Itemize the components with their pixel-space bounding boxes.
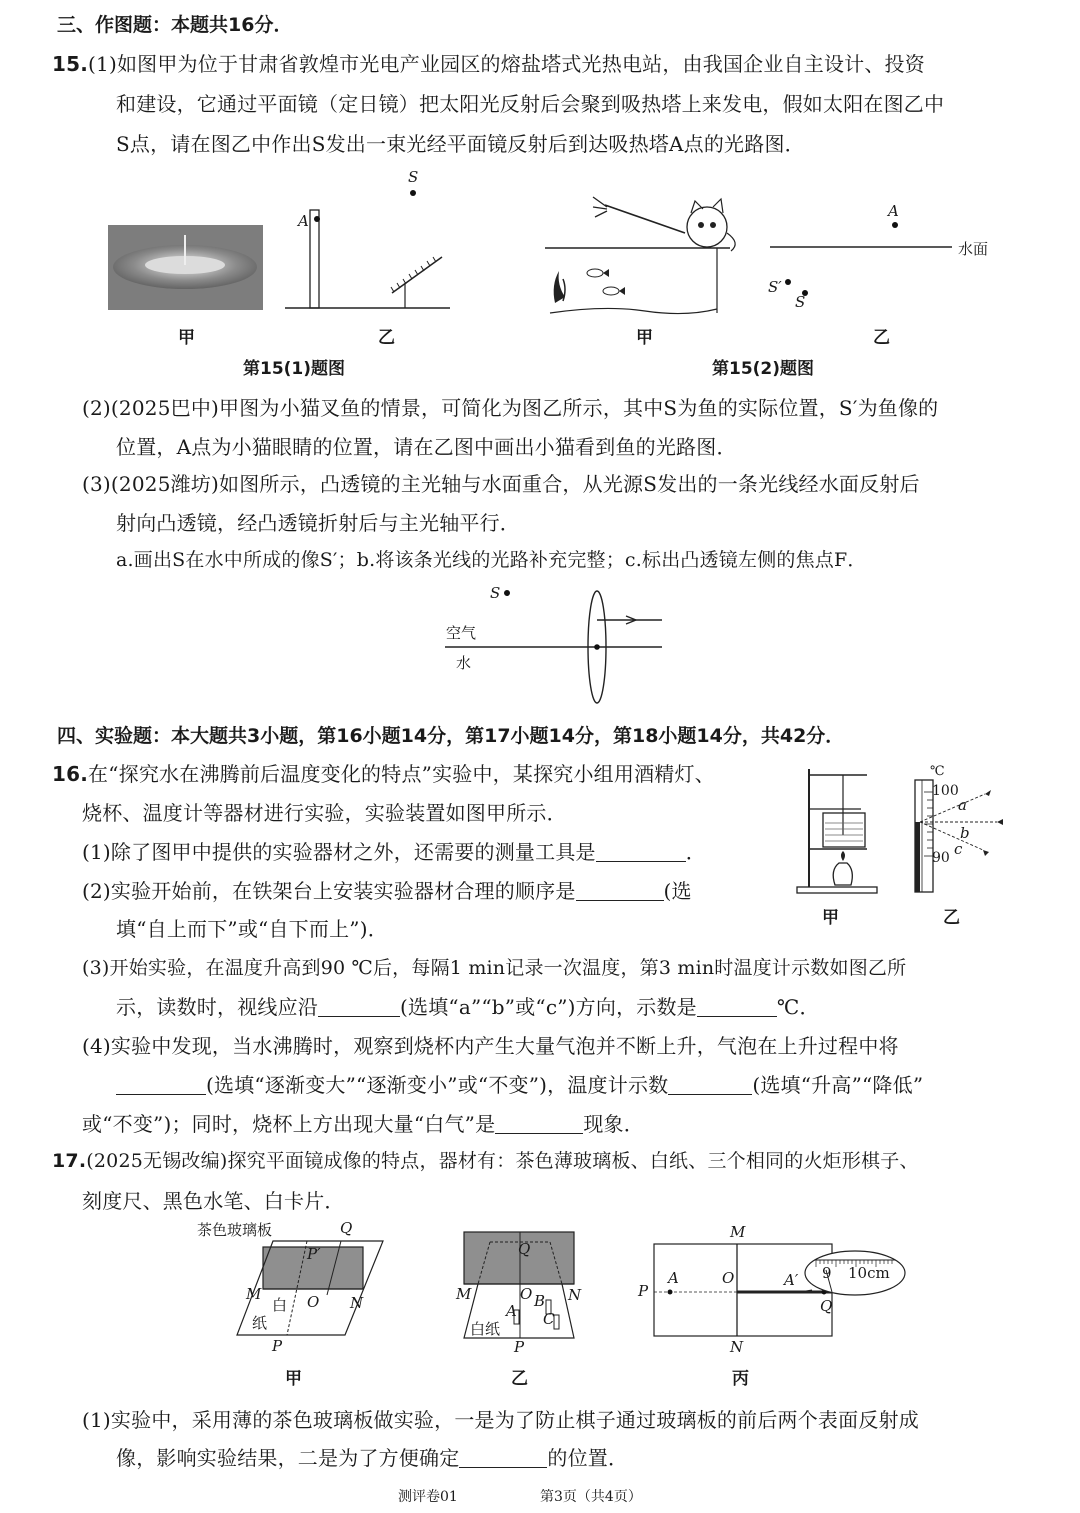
q17-bing-O: O: [722, 1269, 735, 1287]
q17-glass-label: 茶色玻璃板: [197, 1221, 273, 1239]
q17-jia-O: O: [307, 1293, 320, 1311]
thermometer-tick-90: 90: [932, 850, 950, 866]
q16-blank-6[interactable]: [668, 1076, 752, 1095]
q16-fig-label-jia: 甲: [822, 908, 839, 928]
ray-label-c: c: [954, 840, 963, 858]
q16-fig-label-yi: 乙: [943, 908, 960, 928]
q17-yi-Q: Q: [518, 1240, 531, 1258]
q16-blank-1[interactable]: [596, 843, 686, 862]
q17-line1: [52, 1146, 919, 1173]
fig15-2-label-S-prime: S′: [768, 278, 782, 296]
q16-sub2-line2: 填“自上而下”或“自下而上”)．: [116, 917, 388, 941]
q16-sub4-text4: 现象．: [583, 1112, 644, 1136]
ray-label-a: a: [958, 796, 967, 814]
q15-part2-line2: 位置，A点为小猫眼睛的位置，请在乙图中画出小猫看到鱼的光路图．: [116, 435, 737, 459]
fig15-1-diagram: [280, 175, 460, 315]
q17-sub1-text1: 像，影响实验结果，二是为了方便确定: [116, 1446, 460, 1470]
q17-bing-Q: Q: [820, 1297, 833, 1315]
section-4-title: 四、实验题：本大题共3小题，第16小题14分，第17小题14分，第18小题14分，共42分．: [57, 725, 845, 747]
fig15-1-label-S: S: [408, 168, 419, 186]
q16-sub3-line2: [116, 991, 820, 1020]
thermometer-unit: ℃: [930, 764, 945, 779]
thermometer-tick-100: 100: [932, 783, 959, 799]
q17-jia-M: M: [246, 1285, 262, 1303]
q15-part1-line1: [52, 48, 925, 77]
ray-label-b: b: [960, 824, 970, 842]
q16-line2: 烧杯、温度计等器材进行实验，实验装置如图甲所示．: [82, 801, 567, 825]
solar-plant-photo: [108, 225, 263, 310]
q17-yi-B: B: [534, 1292, 546, 1310]
q16-sub4-line1: (4)实验中发现，当水沸腾时，观察到烧杯内产生大量气泡并不断上升，气泡在上升过程中将: [82, 1034, 899, 1058]
q16-sub3-text2: (选填“a”“b”或“c”)方向，示数是: [400, 995, 697, 1019]
q17-fig-label-jia: 甲: [285, 1369, 302, 1389]
q17-yi-M: M: [456, 1285, 472, 1303]
q15-part3-line2: 射向凸透镜，经凸透镜折射后与主光轴平行．: [116, 511, 520, 535]
boiling-apparatus: [795, 765, 885, 895]
fig15-3-label-air: 空气: [446, 624, 477, 642]
fig15-2-label-water-surface: 水面: [958, 240, 989, 258]
q17-bing-P: P: [638, 1282, 649, 1300]
footer-paper-id: 测评卷01: [398, 1489, 458, 1505]
q16-number: 16.: [52, 762, 89, 786]
q15-part3-line3: a.画出S在水中所成的像S′；b.将该条光线的光路补充完整；c.标出凸透镜左侧的焦点F．: [116, 549, 867, 571]
q17-yi-N: N: [568, 1286, 582, 1304]
q16-sub4-text1: (选填“逐渐变大”“逐渐变小”或“不变”)，温度计示数: [206, 1073, 669, 1097]
q16-blank-3[interactable]: [318, 998, 400, 1017]
fig15-2-label-yi: 乙: [873, 328, 890, 348]
q17-yi-O: O: [520, 1285, 533, 1303]
q15-part3-line1: (3)(2025潍坊)如图所示，凸透镜的主光轴与水面重合，从光源S发出的一条光线经水面反射后: [82, 472, 920, 496]
q17-blank-1[interactable]: [459, 1449, 547, 1468]
q17-jia-paper-bai: 白: [272, 1296, 288, 1314]
q17-text1: (2025无锡改编)探究平面镜成像的特点，器材有：茶色薄玻璃板、白纸、三个相同的火炬形棋子、: [86, 1150, 919, 1172]
q17-bing-A-prime: A′: [784, 1271, 799, 1289]
q16-line1: [52, 758, 715, 787]
q16-sub1: [82, 836, 706, 865]
q16-sub4-text2: (选填“升高”“降低”: [752, 1073, 924, 1097]
q17-fig-bing: [652, 1240, 912, 1340]
q16-sub3-line1: (3)开始实验，在温度升高到90 ℃后，每隔1 min记录一次温度，第3 min时温度计示数如图乙所: [82, 957, 907, 979]
q17-number: 17.: [52, 1150, 87, 1172]
q15-part2-line1: (2)(2025巴中)甲图为小猫叉鱼的情景，可简化为图乙所示，其中S为鱼的实际位置，S′为鱼像的: [82, 396, 939, 420]
fig15-2-label-A: A: [888, 202, 899, 220]
q17-fig-label-bing: 丙: [732, 1369, 749, 1389]
section-3-title: 三、作图题：本题共16分．: [57, 14, 293, 36]
q16-blank-7[interactable]: [495, 1115, 583, 1134]
q17-line2: 刻度尺、黑色水笔、白卡片．: [82, 1189, 345, 1213]
q17-jia-Q: Q: [340, 1219, 353, 1237]
fig15-1-caption: 第15(1)题图: [243, 359, 346, 379]
fig15-1-label-jia: 甲: [178, 328, 195, 348]
q16-sub2-end: (选: [663, 879, 692, 903]
q17-jia-P: P: [272, 1337, 283, 1355]
fig15-2-label-S: S: [795, 293, 806, 311]
q17-yi-C: C: [543, 1310, 555, 1328]
q17-ruler-9: 9: [822, 1264, 832, 1282]
fig15-3-label-water: 水: [456, 654, 472, 672]
q17-sub1-text2: 的位置．: [547, 1446, 629, 1470]
q15-part1-text1: (1)如图甲为位于甘肃省敦煌市光电产业园区的熔盐塔式光热电站，由我国企业自主设计、投资: [88, 52, 925, 76]
q16-sub3-text3: ℃．: [776, 995, 820, 1019]
cat-fishing-drawing: [545, 185, 750, 315]
q16-blank-2[interactable]: [576, 882, 664, 901]
q17-jia-P-prime: P′: [307, 1245, 321, 1263]
q17-fig-label-yi: 乙: [511, 1369, 528, 1389]
q17-yi-P: P: [514, 1338, 525, 1356]
q16-sub4-line2: [116, 1069, 923, 1098]
q16-text1: 在“探究水在沸腾前后温度变化的特点”实验中，某探究小组用酒精灯、: [88, 762, 715, 786]
q15-number: 15.: [52, 52, 89, 76]
q16-sub2-text: (2)实验开始前，在铁架台上安装实验器材合理的顺序是: [82, 879, 576, 903]
q17-jia-N: N: [350, 1294, 364, 1312]
fig15-1-label-A: A: [298, 212, 309, 230]
q17-ruler-10cm: 10cm: [848, 1264, 890, 1282]
q17-sub1-line1: (1)实验中，采用薄的茶色玻璃板做实验，一是为了防止棋子通过玻璃板的前后两个表面反射成: [82, 1408, 919, 1432]
fig15-2-caption: 第15(2)题图: [712, 359, 815, 379]
q17-yi-A: A: [506, 1302, 517, 1320]
q17-jia-paper-zhi: 纸: [252, 1314, 268, 1332]
q16-sub1-text: (1)除了图甲中提供的实验器材之外，还需要的测量工具是: [82, 840, 596, 864]
q16-sub4-text3: 或“不变”)；同时，烧杯上方出现大量“白气”是: [82, 1112, 496, 1136]
q16-blank-4[interactable]: [697, 998, 777, 1017]
q17-yi-paper: 白纸: [470, 1320, 501, 1338]
q17-bing-N: N: [730, 1338, 744, 1356]
q17-bing-A: A: [668, 1269, 679, 1287]
fig15-2-label-jia: 甲: [636, 328, 653, 348]
q17-bing-M: M: [730, 1223, 746, 1241]
q15-part1-line3: S点，请在图乙中作出S发出一束光经平面镜反射后到达吸热塔A点的光路图．: [116, 132, 805, 156]
q16-blank-5[interactable]: [116, 1076, 206, 1095]
fig15-1-label-yi: 乙: [378, 328, 395, 348]
q16-sub3-text1: 示，读数时，视线应沿: [116, 995, 318, 1019]
q16-sub2: [82, 875, 692, 904]
q16-sub1-end: ．: [685, 840, 706, 864]
q17-sub1-line2: [116, 1442, 628, 1471]
footer-page-number: 第3页（共4页）: [540, 1489, 642, 1505]
q16-sub4-line3: [82, 1108, 644, 1137]
q15-part1-line2: 和建设，它通过平面镜（定日镜）把太阳光反射后会聚到吸热塔上来发电，假如太阳在图乙中: [116, 92, 945, 116]
fig15-3-label-S: S: [490, 584, 501, 602]
